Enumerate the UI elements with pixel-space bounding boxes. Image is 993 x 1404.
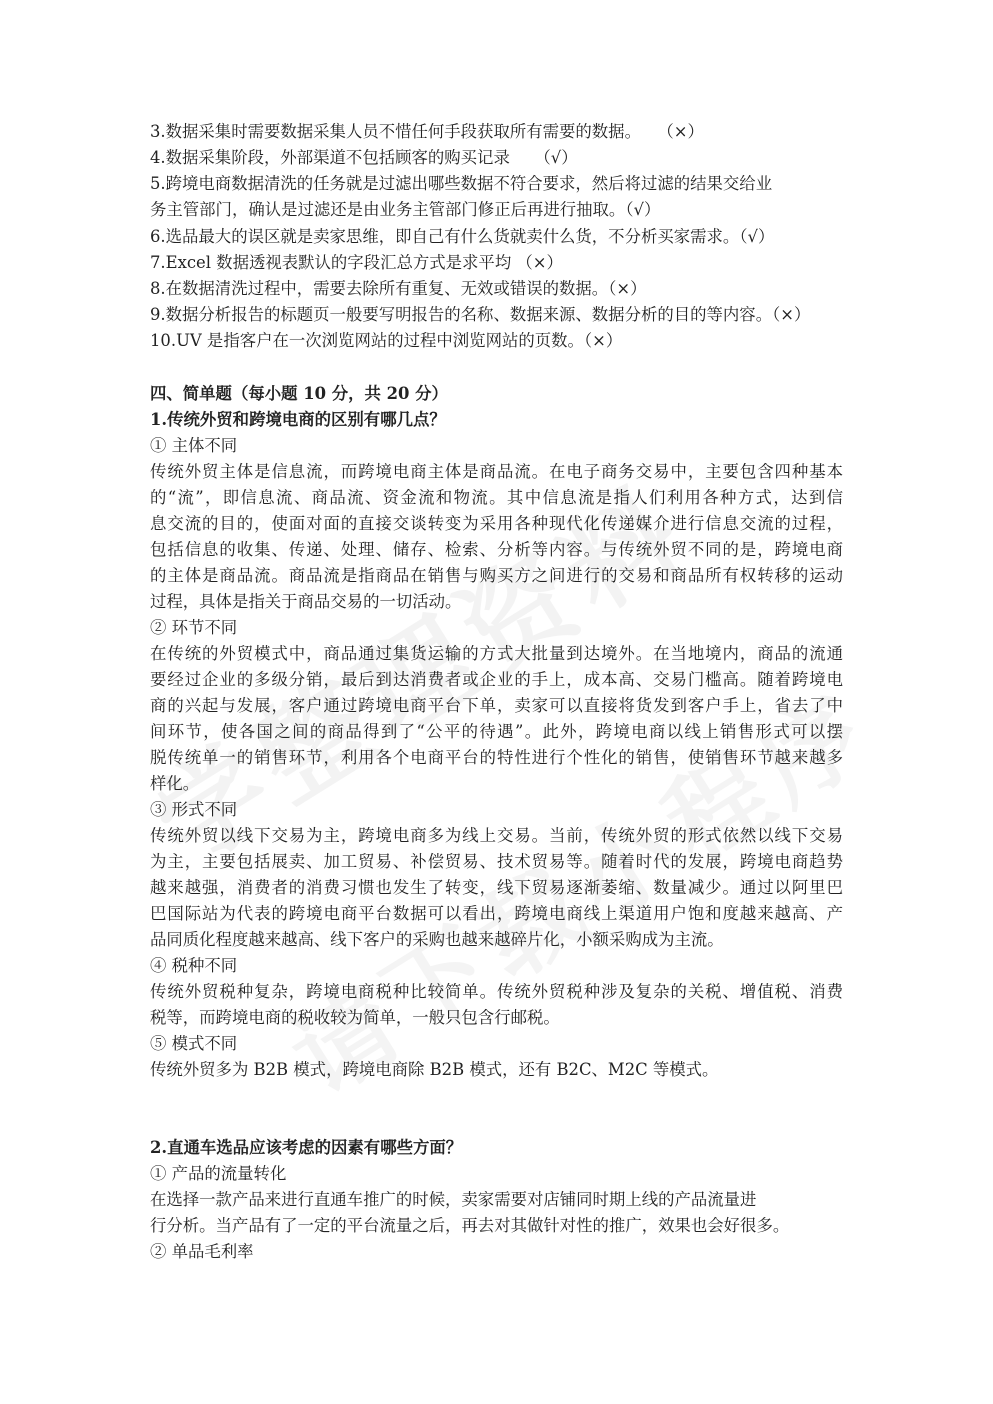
paragraph-line: 行分析。当产品有了一定的平台流量之后，再去对其做针对性的推广，效果也会好很多。	[150, 1216, 790, 1235]
tf-item: 务主管部门，确认是过滤还是由业务主管部门修正后再进行抽取。（√）	[150, 200, 661, 219]
tf-item: 8.在数据清洗过程中，需要去除所有重复、无效或错误的数据。（×）	[150, 279, 647, 298]
paragraph-line: 传统外贸主体是信息流，而跨境电商主体是商品流。在电子商务交易中，主要包含四种基本	[150, 462, 843, 481]
point-heading: ① 产品的流量转化	[150, 1164, 287, 1183]
paragraph-line: 传统外贸以线下交易为主，跨境电商多为线上交易。当前，传统外贸的形式依然以线下交易	[150, 826, 843, 845]
paragraph-line: 为主，主要包括展卖、加工贸易、补偿贸易、技术贸易等。随着时代的发展，跨境电商趋势	[150, 852, 843, 871]
tf-item: 7.Excel 数据透视表默认的字段汇总方式是求平均 （×）	[150, 253, 563, 272]
point-heading: ④ 税种不同	[150, 956, 238, 975]
tf-item: 3.数据采集时需要数据采集人员不惜任何手段获取所有需要的数据。 （×）	[150, 122, 704, 141]
paragraph-line: 商的兴起与发展，客户通过跨境电商平台下单，卖家可以直接将货发到客户手上，省去了中	[150, 696, 843, 715]
paragraph-line: 税等，而跨境电商的税收较为简单，一般只包含行邮税。	[150, 1008, 560, 1027]
paragraph-line: 包括信息的收集、传递、处理、储存、检索、分析等内容。与传统外贸不同的是，跨境电商	[150, 540, 843, 559]
paragraph-line: 间环节，使各国之间的商品得到了“公平的待遇”。此外，跨境电商以线上销售形式可以摆	[150, 722, 843, 741]
paragraph-line: 品同质化程度越来越高、线下客户的采购也越来越碎片化，小额采购成为主流。	[150, 930, 724, 949]
paragraph-line: 传统外贸税种复杂，跨境电商税种比较简单。传统外贸税种涉及复杂的关税、增值税、消费	[150, 982, 843, 1001]
paragraph-line: 巴国际站为代表的跨境电商平台数据可以看出，跨境电商线上渠道用户饱和度越来越高、产	[150, 904, 843, 923]
paragraph-line: 的“流”，即信息流、商品流、资金流和物流。其中信息流是指人们利用各种方式，达到信	[150, 488, 843, 507]
paragraph-line: 息交流的目的，使面对面的直接交谈转变为采用各种现代化传递媒介进行信息交流的过程，	[150, 514, 843, 533]
point-heading: ③ 形式不同	[150, 800, 238, 819]
paragraph-line: 的主体是商品流。商品流是指商品在销售与购买方之间进行的交易和商品所有权转移的运动	[150, 566, 843, 585]
paragraph-line: 要经过企业的多级分销，最后到达消费者或企业的手上，成本高、交易门槛高。随着跨境电	[150, 670, 843, 689]
paragraph-line: 脱传统单一的销售环节，利用各个电商平台的特性进行个性化的销售，使销售环节越来越多	[150, 748, 843, 767]
tf-item: 9.数据分析报告的标题页一般要写明报告的名称、数据来源、数据分析的目的等内容。（×）	[150, 305, 811, 324]
tf-item: 4.数据采集阶段，外部渠道不包括顾客的购买记录 （√）	[150, 148, 578, 167]
paragraph-line: 传统外贸多为 B2B 模式，跨境电商除 B2B 模式，还有 B2C、M2C 等模式。	[150, 1060, 719, 1079]
question-title: 1.传统外贸和跨境电商的区别有哪几点？	[150, 410, 446, 429]
tf-item: 5.跨境电商数据清洗的任务就是过滤出哪些数据不符合要求，然后将过滤的结果交给业	[150, 174, 773, 193]
point-heading: ② 单品毛利率	[150, 1242, 254, 1261]
tf-item: 10.UV 是指客户在一次浏览网站的过程中浏览网站的页数。（×）	[150, 331, 623, 350]
paragraph-line: 在选择一款产品来进行直通车推广的时候，卖家需要对店铺同时期上线的产品流量进	[150, 1190, 757, 1209]
paragraph-line: 样化。	[150, 774, 200, 793]
watermark	[260, 523, 993, 1122]
point-heading: ⑤ 模式不同	[150, 1034, 238, 1053]
question-title: 2.直通车选品应该考虑的因素有哪些方面？	[150, 1138, 463, 1157]
paragraph-line: 过程，具体是指关于商品交易的一切活动。	[150, 592, 462, 611]
section-title: 四、简单题（每小题 10 分，共 20 分）	[150, 384, 448, 403]
paragraph-line: 越来越强，消费者的消费习惯也发生了转变，线下贸易逐渐萎缩、数量减少。通过以阿里巴	[150, 878, 843, 897]
paragraph-line: 在传统的外贸模式中，商品通过集货运输的方式大批量到达境外。在当地境内，商品的流通	[150, 644, 843, 663]
watermark	[120, 230, 993, 894]
point-heading: ① 主体不同	[150, 436, 238, 455]
tf-item: 6.选品最大的误区就是卖家思维，即自己有什么货就卖什么货，不分析买家需求。（√）	[150, 227, 775, 246]
point-heading: ② 环节不同	[150, 618, 238, 637]
